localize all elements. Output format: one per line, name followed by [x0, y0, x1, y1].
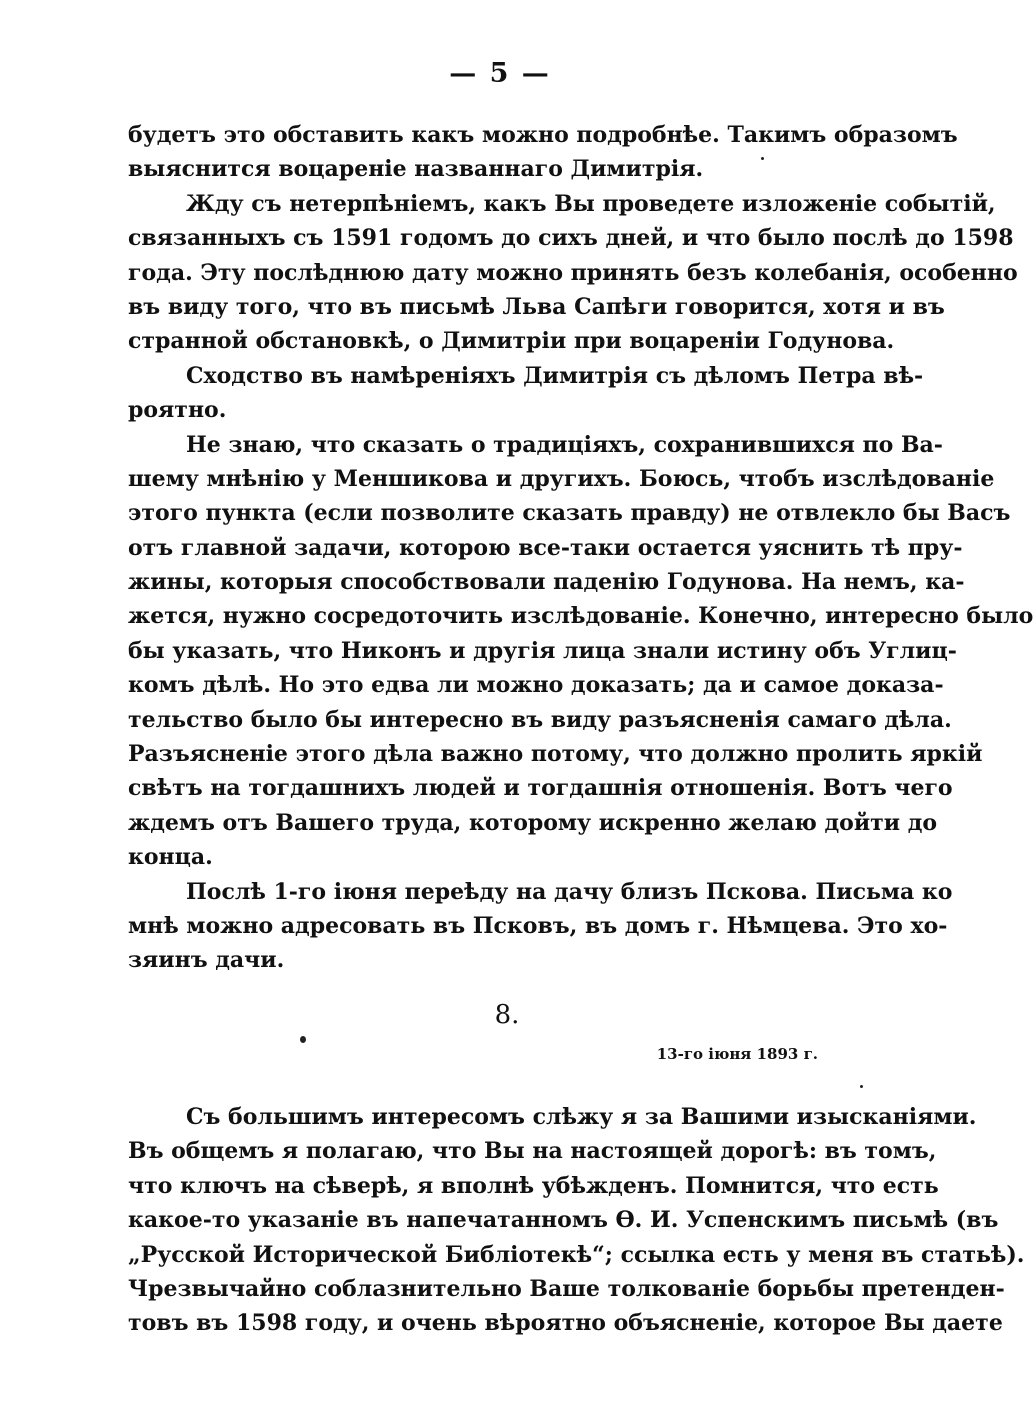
letter-8-text	[128, 1100, 1025, 1341]
text-line: Послѣ 1-го іюня переѣду на дачу близъ Пскова. Письма ко	[186, 878, 953, 905]
text-line: связанныхъ съ 1591 годомъ до сихъ дней, и что было послѣ до 1598	[128, 225, 1014, 252]
text-line: „Русской Исторической Библіотекѣ“; ссылка есть у меня въ статьѣ).	[128, 1241, 1025, 1268]
text-line: Съ большимъ интересомъ слѣжу я за Вашими изысканіями.	[186, 1104, 977, 1130]
text-line: тельство было бы интересно въ виду разъясненія самаго дѣла.	[128, 706, 952, 733]
print-speck	[761, 157, 764, 160]
page-number: — 5 —	[449, 58, 551, 89]
text-line: будетъ это обставить какъ можно подробнѣе. Такимъ образомъ	[128, 122, 958, 148]
letter-date: 13-го іюня 1893 г.	[656, 1045, 818, 1063]
text-line: комъ дѣлѣ. Но это едва ли можно доказать; да и самое доказа-	[128, 672, 944, 699]
print-speck	[300, 1036, 306, 1043]
text-line: отъ главной задачи, которою все-таки остается уяснить тѣ пру-	[128, 534, 963, 561]
text-line: Чрезвычайно соблазнительно Ваше толкованіе борьбы претенден-	[128, 1275, 1005, 1302]
text-line: шему мнѣнію у Меншикова и другихъ. Боюсь, чтобъ изслѣдованіе	[128, 465, 995, 492]
text-line: Въ общемъ я полагаю, что Вы на настоящей дорогѣ: въ томъ,	[128, 1138, 937, 1165]
print-speck	[860, 1085, 863, 1088]
text-line: Сходство въ намѣреніяхъ Димитрія съ дѣломъ Петра вѣ-	[186, 362, 924, 389]
text-line: жины, которыя способствовали паденію Годунова. На немъ, ка-	[128, 569, 965, 596]
text-line: конца.	[128, 844, 213, 871]
letter-7-text	[128, 118, 1033, 978]
text-line: ждемъ отъ Вашего труда, которому искренно желаю дойти до	[128, 809, 938, 836]
text-line: въ виду того, что въ письмѣ Льва Сапѣги говорится, хотя и въ	[128, 293, 945, 320]
text-line: странной обстановкѣ, о Димитріи при воцареніи Годунова.	[128, 328, 895, 355]
text-line: бы указать, что Никонъ и другія лица знали истину объ Углиц-	[128, 637, 957, 664]
text-line: роятно.	[128, 397, 227, 424]
text-line: выяснится воцареніе названнаго Димитрія.	[128, 156, 704, 183]
section-number: 8.	[494, 1000, 520, 1030]
text-line: свѣтъ на тогдашнихъ людей и тогдашнія отношенія. Вотъ чего	[128, 775, 953, 802]
text-line: какое-то указаніе въ напечатанномъ Ѳ. И. Успенскимъ письмѣ (въ	[128, 1207, 999, 1234]
text-line: что ключъ на сѣверѣ, я вполнѣ убѣжденъ. Помнится, что есть	[128, 1172, 939, 1199]
text-line: Не знаю, что сказать о традиціяхъ, сохранившихся по Ва-	[186, 431, 943, 458]
text-line: товъ въ 1598 году, и очень вѣроятно объясненіе, которое Вы даете	[128, 1310, 1003, 1337]
text-line: Разъясненіе этого дѣла важно потому, что должно пролить яркій	[128, 741, 983, 768]
text-line: Жду съ нетерпѣніемъ, какъ Вы проведете изложеніе событій,	[186, 190, 996, 217]
text-line: этого пункта (если позволите сказать правду) не отвлекло бы Васъ	[128, 500, 1011, 527]
text-line: года. Эту послѣднюю дату можно принять безъ колебанія, особенно	[128, 259, 1018, 286]
text-line: зяинъ дачи.	[128, 947, 285, 974]
text-line: мнѣ можно адресовать въ Псковъ, въ домъ г. Нѣмцева. Это хо-	[128, 912, 948, 939]
text-line: жется, нужно сосредоточить изслѣдованіе. Конечно, интересно было	[128, 603, 1033, 630]
